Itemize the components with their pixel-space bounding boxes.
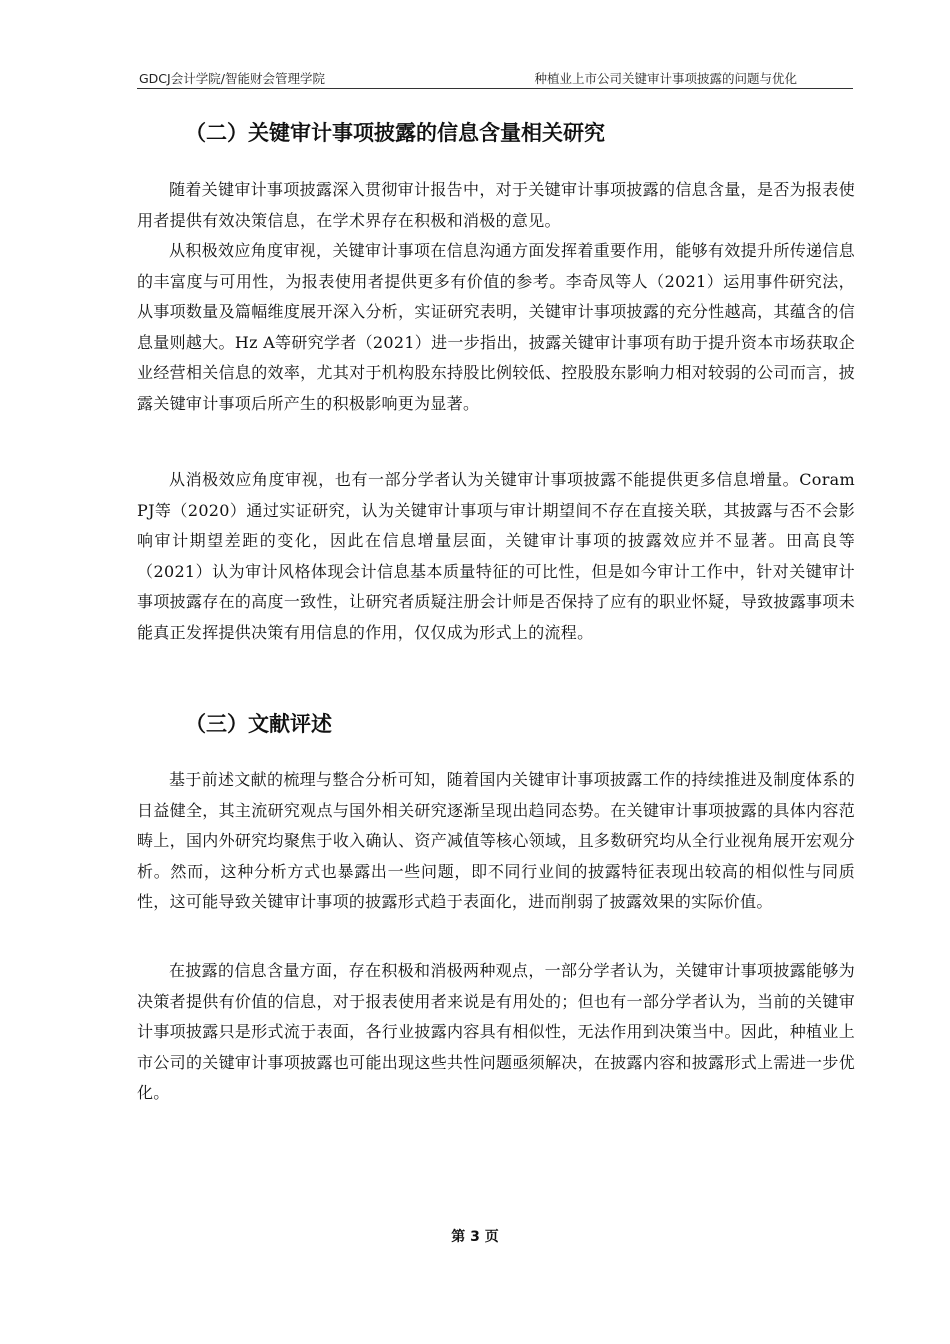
- header-institution: GDCJ会计学院/智能财会管理学院: [139, 71, 325, 86]
- section-heading-information-content: （二）关键审计事项披露的信息含量相关研究: [185, 121, 605, 145]
- header-document-title: 种植业上市公司关键审计事项披露的问题与优化: [534, 71, 797, 86]
- section-heading-literature-review: （三）文献评述: [185, 712, 332, 736]
- paragraph: 随着关键审计事项披露深入贯彻审计报告中，对于关键审计事项披露的信息含量，是否为报表使用者提供有效决策信息，在学术界存在积极和消极的意见。: [137, 180, 855, 230]
- page-header: [137, 67, 853, 89]
- page-number: 第 3 页: [451, 1229, 499, 1245]
- paragraph: 在披露的信息含量方面，存在积极和消极两种观点，一部分学者认为，关键审计事项披露能够为决策者提供有价值的信息，对于报表使用者来说是有用处的；但也有一部分学者认为，当前的关键审计事项披露只是形式流于表面，各行业披露内容具有相似性，无法作用到决策当中。因此，种植业上市公司的关键审计事项披露也可能出现这些共性问题亟须解决，在披露内容和披露形式上需进一步优化。: [137, 961, 855, 1102]
- paragraph: 基于前述文献的梳理与整合分析可知，随着国内关键审计事项披露工作的持续推进及制度体系的日益健全，其主流研究观点与国外相关研究逐渐呈现出趋同态势。在关键审计事项披露的具体内容范畴上，国内外研究均聚焦于收入确认、资产减值等核心领域，且多数研究均从全行业视角展开宏观分析。然而，这种分析方式也暴露出一些问题，即不同行业间的披露特征表现出较高的相似性与同质性，这可能导致关键审计事项的披露形式趋于表面化，进而削弱了披露效果的实际价值。: [137, 770, 855, 911]
- paragraph: 从积极效应角度审视，关键审计事项在信息沟通方面发挥着重要作用，能够有效提升所传递信息的丰富度与可用性，为报表使用者提供更多有价值的参考。李奇凤等人（2021）运用事件研究法，从事项数量及篇幅维度展开深入分析，实证研究表明，关键审计事项披露的充分性越高，其蕴含的信息量则越大。Hz A等研究学者（2021）进一步指出，披露关键审计事项有助于提升资本市场获取企业经营相关信息的效率，尤其对于机构股东持股比例较低、控股股东影响力相对较弱的公司而言，披露关键审计事项后所产生的积极影响更为显著。: [137, 241, 855, 413]
- paragraph: 从消极效应角度审视，也有一部分学者认为关键审计事项披露不能提供更多信息增量。Coram PJ等（2020）通过实证研究，认为关键审计事项与审计期望间不存在直接关联，其披露与否不会影响审计期望差距的变化，因此在信息增量层面，关键审计事项的披露效应并不显著。田高良等（2021）认为审计风格体现会计信息基本质量特征的可比性，但是如今审计工作中，针对关键审计事项披露存在的高度一致性，让研究者质疑注册会计师是否保持了应有的职业怀疑，导致披露事项未能真正发挥提供决策有用信息的作用，仅仅成为形式上的流程。: [137, 470, 855, 642]
